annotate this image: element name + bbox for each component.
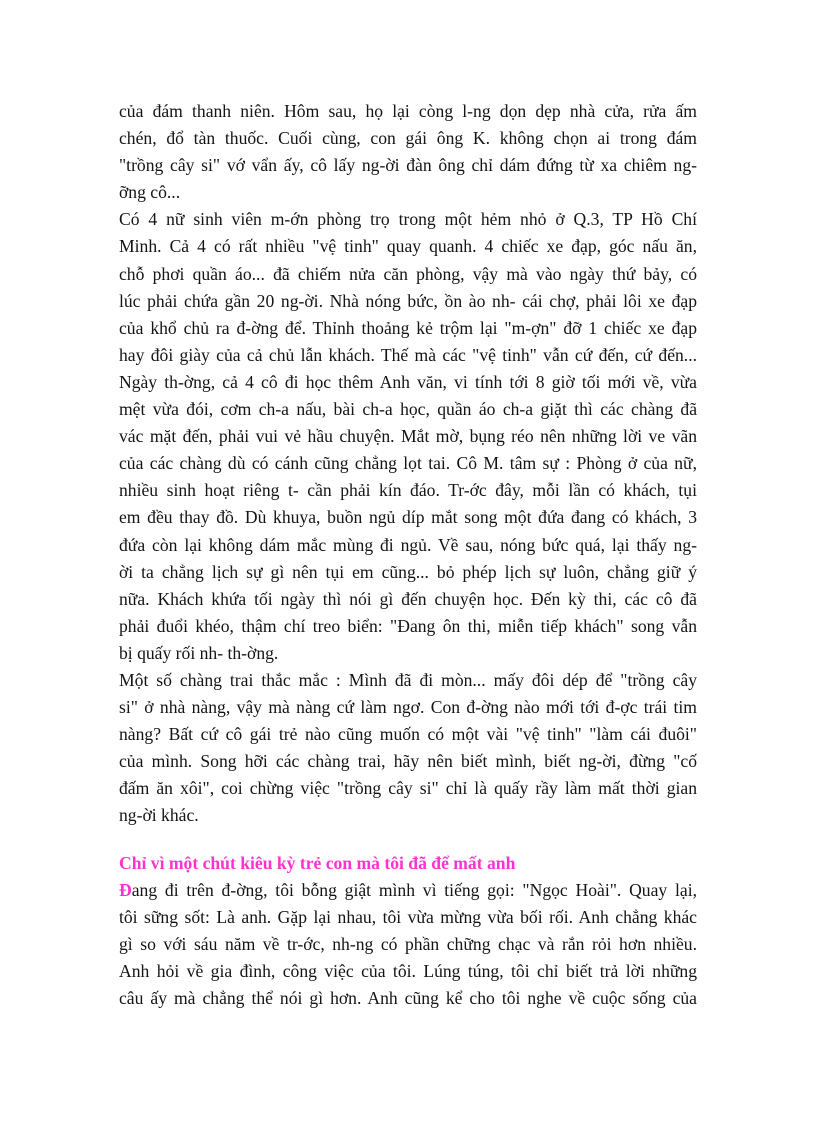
paragraph-1-line: "trồng cây si" vớ vẩn ấy, cô lấy ng-ời đàn ông chỉ dám đứng từ xa chiêm ng- [119, 155, 697, 176]
paragraph-3-line: nàng? Bất cứ cô gái trẻ nào cũng muốn có một vài "vệ tinh" "làm cái đuôi" [119, 724, 697, 745]
paragraph-2-line: của khổ chủ ra đ-ờng để. Thỉnh thoảng kẻ trộm lại "m-ợn" đỡ 1 chiếc xe đạp [119, 317, 697, 338]
paragraph-2-line: phải đuổi khéo, thậm chí treo biển: "Đang ôn thi, miễn tiếp khách" song vẫn [119, 615, 697, 636]
paragraph-3-line: ng-ời khác. [119, 805, 199, 826]
story-line: câu ấy mà chẳng thể nói gì hơn. Anh cũng kể cho tôi nghe về cuộc sống của [119, 987, 697, 1008]
story-line: Anh hỏi về gia đình, công việc của tôi. Lúng túng, tôi chỉ biết trả lời những [119, 960, 697, 981]
paragraph-3-line: Một số chàng trai thắc mắc : Mình đã đi mòn... mấy đôi dép để "trồng cây [119, 669, 697, 690]
paragraph-2-line: vác mặt đến, phải vui vẻ hầu chuyện. Mắt mờ, bụng réo nên những lời ve vãn [119, 426, 697, 447]
paragraph-1-line: ỡng cô... [119, 182, 181, 203]
drop-cap: Đ [119, 879, 132, 900]
paragraph-2-line: lúc phải chứa gần 20 ng-ời. Nhà nóng bức, ồn ào nh- cái chợ, phải lôi xe đạp [119, 290, 697, 311]
paragraph-2-line: nữa. Khách khứa tối ngày thì nói gì đến chuyện học. Đến kỳ thi, các cô đã [119, 588, 697, 609]
paragraph-2-line: nhiều sinh hoạt riêng t- cần phải kín đáo. Tr-ớc đây, mỗi lần có khách, tụi [119, 480, 697, 501]
paragraph-2-line: bị quấy rối nh- th-ờng. [119, 642, 279, 663]
section-heading: Chỉ vì một chút kiêu kỳ trẻ con mà tôi đã để mất anh [119, 852, 516, 873]
paragraph-1 [119, 98, 697, 206]
paragraph-2-line: của các chàng dù có cánh cũng chẳng lọt tai. Cô M. tâm sự : Phòng ở của nữ, [119, 453, 697, 474]
paragraph-2-line: Minh. Cả 4 có rất nhiều "vệ tinh" quay quanh. 4 chiếc xe đạp, góc nấu ăn, [119, 236, 697, 257]
story-paragraph [119, 877, 697, 1012]
story-line-1-text: ang đi trên đ-ờng, tôi bỗng giật mình vì tiếng gọi: "Ngọc Hoài". Quay lại, [131, 879, 697, 900]
story-line-1 [119, 877, 697, 904]
paragraph-3-line: si" ở nhà nàng, vậy mà nàng cứ làm ngơ. Con đ-ờng nào mới tới đ-ợc trái tim [119, 697, 697, 718]
document-page [119, 98, 697, 1012]
paragraph-3 [119, 667, 697, 830]
paragraph-2-line: chỗ phơi quần áo... đã chiếm nửa căn phòng, vậy mà vào ngày thứ bảy, có [119, 263, 697, 284]
story-line: tôi sững sốt: Là anh. Gặp lại nhau, tôi vừa mừng vừa bối rối. Anh chẳng khác [119, 906, 697, 927]
paragraph-3-line: của mình. Song hỡi các chàng trai, hãy nên biết mình, biết ng-ời, đừng "cố [119, 751, 697, 772]
paragraph-2-line: Ngày th-ờng, cả 4 cô đi học thêm Anh văn, vi tính tới 8 giờ tối mới về, vừa [119, 371, 697, 392]
paragraph-2 [119, 206, 697, 667]
paragraph-1-line: của đám thanh niên. Hôm sau, họ lại còng l-ng dọn dẹp nhà cửa, rửa ấm [119, 101, 697, 121]
paragraph-2-line: hay đôi giày của cả chủ lẫn khách. Thế mà các "vệ tinh" vẫn cứ đến, cứ đến... [119, 344, 697, 365]
paragraph-2-line: mệt vừa đói, cơm ch-a nấu, bài ch-a học, quần áo ch-a giặt thì các chàng đã [119, 399, 697, 420]
paragraph-2-line: Có 4 nữ sinh viên m-ớn phòng trọ trong một hẻm nhỏ ở Q.3, TP Hồ Chí [119, 209, 697, 230]
story-line: gì so với sáu năm về tr-ớc, nh-ng có phần chững chạc và rắn rỏi hơn nhiều. [119, 933, 697, 954]
paragraph-2-line: ời ta chẳng lịch sự gì nên tụi em cũng... bỏ phép lịch sự luôn, chẳng giữ ý [119, 561, 697, 582]
paragraph-3-line: đấm ăn xôi", coi chừng việc "trồng cây si" chỉ là quấy rầy làm mất thời gian [119, 778, 697, 799]
paragraph-2-line: đứa còn lại không dám mắc mùng đi ngủ. Về sau, nóng bức quá, lại thấy ng- [119, 534, 697, 555]
paragraph-1-line: chén, đổ tàn thuốc. Cuối cùng, con gái ông K. không chọn ai trong đám [119, 128, 697, 149]
paragraph-2-line: em đều thay đồ. Dù khuya, buồn ngủ díp mắt song một đứa đang có khách, 3 [119, 507, 697, 528]
